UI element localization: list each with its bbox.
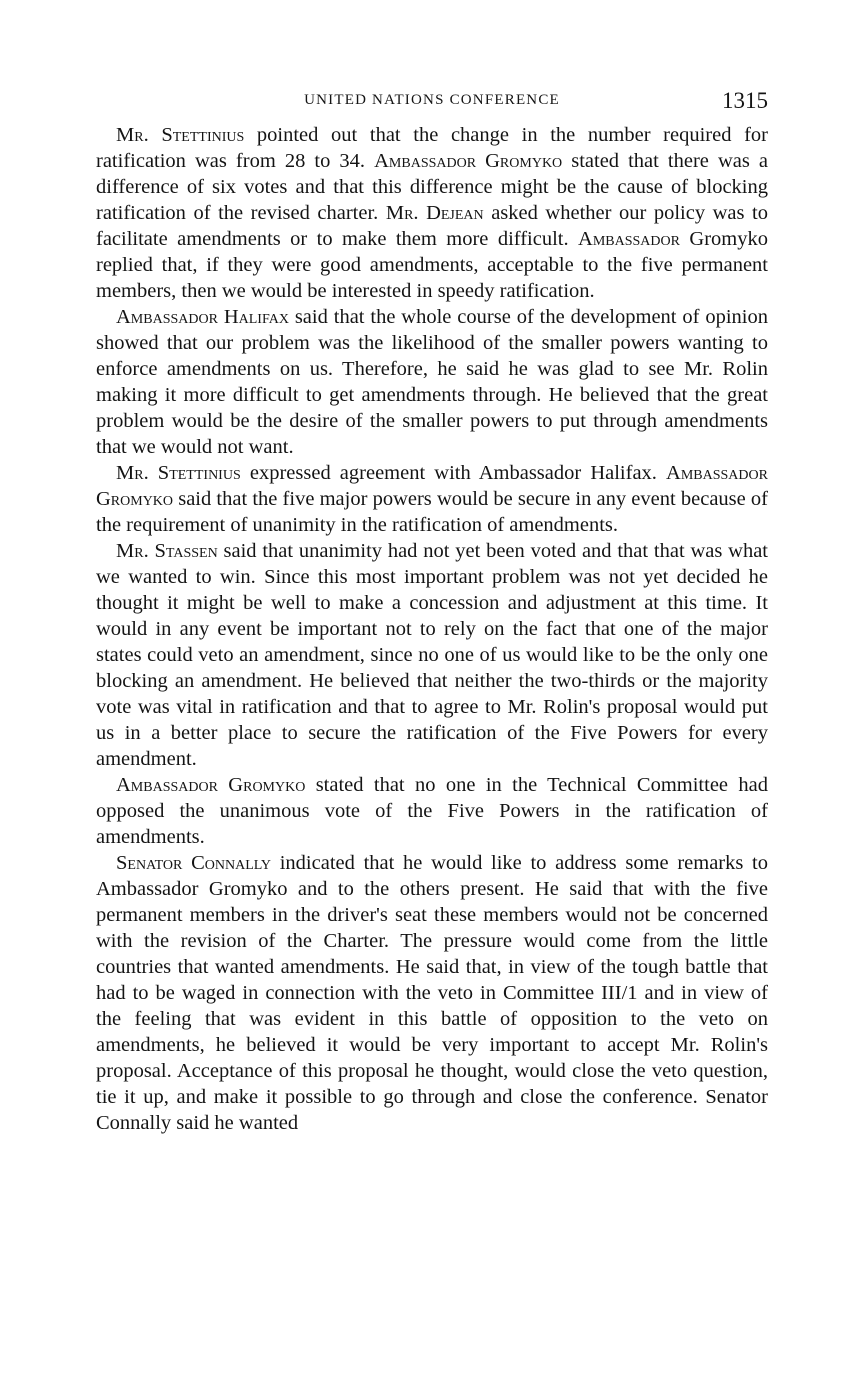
speaker-name: Mr. Stettinius: [116, 462, 241, 484]
paragraph-2: [96, 304, 768, 460]
paragraph-5: [96, 772, 768, 850]
paragraph-text: said that unanimity had not yet been voted and that that was what we wanted to win. Since this most important problem was not yet decided he thought it might be well to make a concession and adjustment at this time. It would in any event be important not to rely on the fact that one of the major states could veto an amendment, since no one of us would like to be the only one blocking an amendment. He believed that neither the two-thirds or the majority vote was vital in ratification and that to agree to Mr. Rolin's proposal would put us in a better place to secure the ratification of the Five Powers for every amendment.: [96, 540, 768, 770]
paragraph-text: indicated that he would like to address some remarks to Ambassador Gromyko and to the others present. He said that with the five permanent members in the driver's seat these members would not be concerned with the revision of the Charter. The pressure would come from the little countries that wanted amendments. He said that, in view of the tough battle that had to be waged in connection with the veto in Committee III/1 and in view of the feeling that was evident in this battle of opposition to the veto on amendments, he believed it would be very important to accept Mr. Rolin's proposal. Acceptance of this proposal he thought, would close the veto question, tie it up, and make it possible to go through and close the conference. Senator Connally said he wanted: [96, 852, 768, 1134]
running-title: UNITED NATIONS CONFERENCE: [304, 92, 560, 108]
page-number: 1315: [722, 88, 768, 113]
paragraph-text: asked whether our policy was to facilitate amendments or to make them more difficult.: [96, 202, 768, 250]
speaker-name: Mr. Stassen: [116, 540, 218, 562]
paragraph-text: stated that there was a difference of six votes and that this difference might be the cause of blocking ratification of the revised charter.: [96, 150, 768, 224]
speaker-name: Ambassador Gromyko: [116, 774, 306, 796]
paragraph-1: [96, 122, 768, 304]
paragraph-text: stated that no one in the Technical Committee had opposed the unanimous vote of the Five Powers in the ratification of amendments.: [96, 774, 768, 848]
speaker-name: Ambassador Halifax: [116, 306, 289, 328]
speaker-name: Ambassador Gromyko: [96, 462, 768, 510]
paragraph-4: [96, 538, 768, 772]
paragraph-text: Gromyko replied that, if they were good amendments, acceptable to the five permanent members, then we would be interested in speedy ratification.: [96, 228, 768, 302]
document-page: [96, 88, 768, 1136]
speaker-name: Mr. Dejean: [385, 202, 484, 224]
running-header: [96, 88, 768, 122]
speaker-name: Ambassador Gromyko: [374, 150, 563, 172]
speaker-name: Ambassador: [578, 228, 680, 250]
speaker-name: Mr. Stettinius: [116, 124, 245, 146]
paragraph-6: [96, 850, 768, 1136]
paragraph-text: expressed agreement with Ambassador Halifax.: [240, 462, 667, 484]
paragraph-text: said that the whole course of the development of opinion showed that our problem was the likelihood of the smaller powers wanting to enforce amendments on us. Therefore, he said he was glad to see Mr. Rolin making it more difficult to get amendments through. He believed that the great problem would be the desire of the smaller powers to put through amendments that we would not want.: [96, 306, 768, 458]
paragraph-3: [96, 460, 768, 538]
speaker-name: Senator Connally: [116, 852, 272, 874]
paragraph-text: pointed out that the change in the number required for ratification was from 28 to 34.: [96, 124, 769, 172]
paragraph-text: said that the five major powers would be secure in any event because of the requirement of unanimity in the ratification of amendments.: [96, 488, 768, 536]
